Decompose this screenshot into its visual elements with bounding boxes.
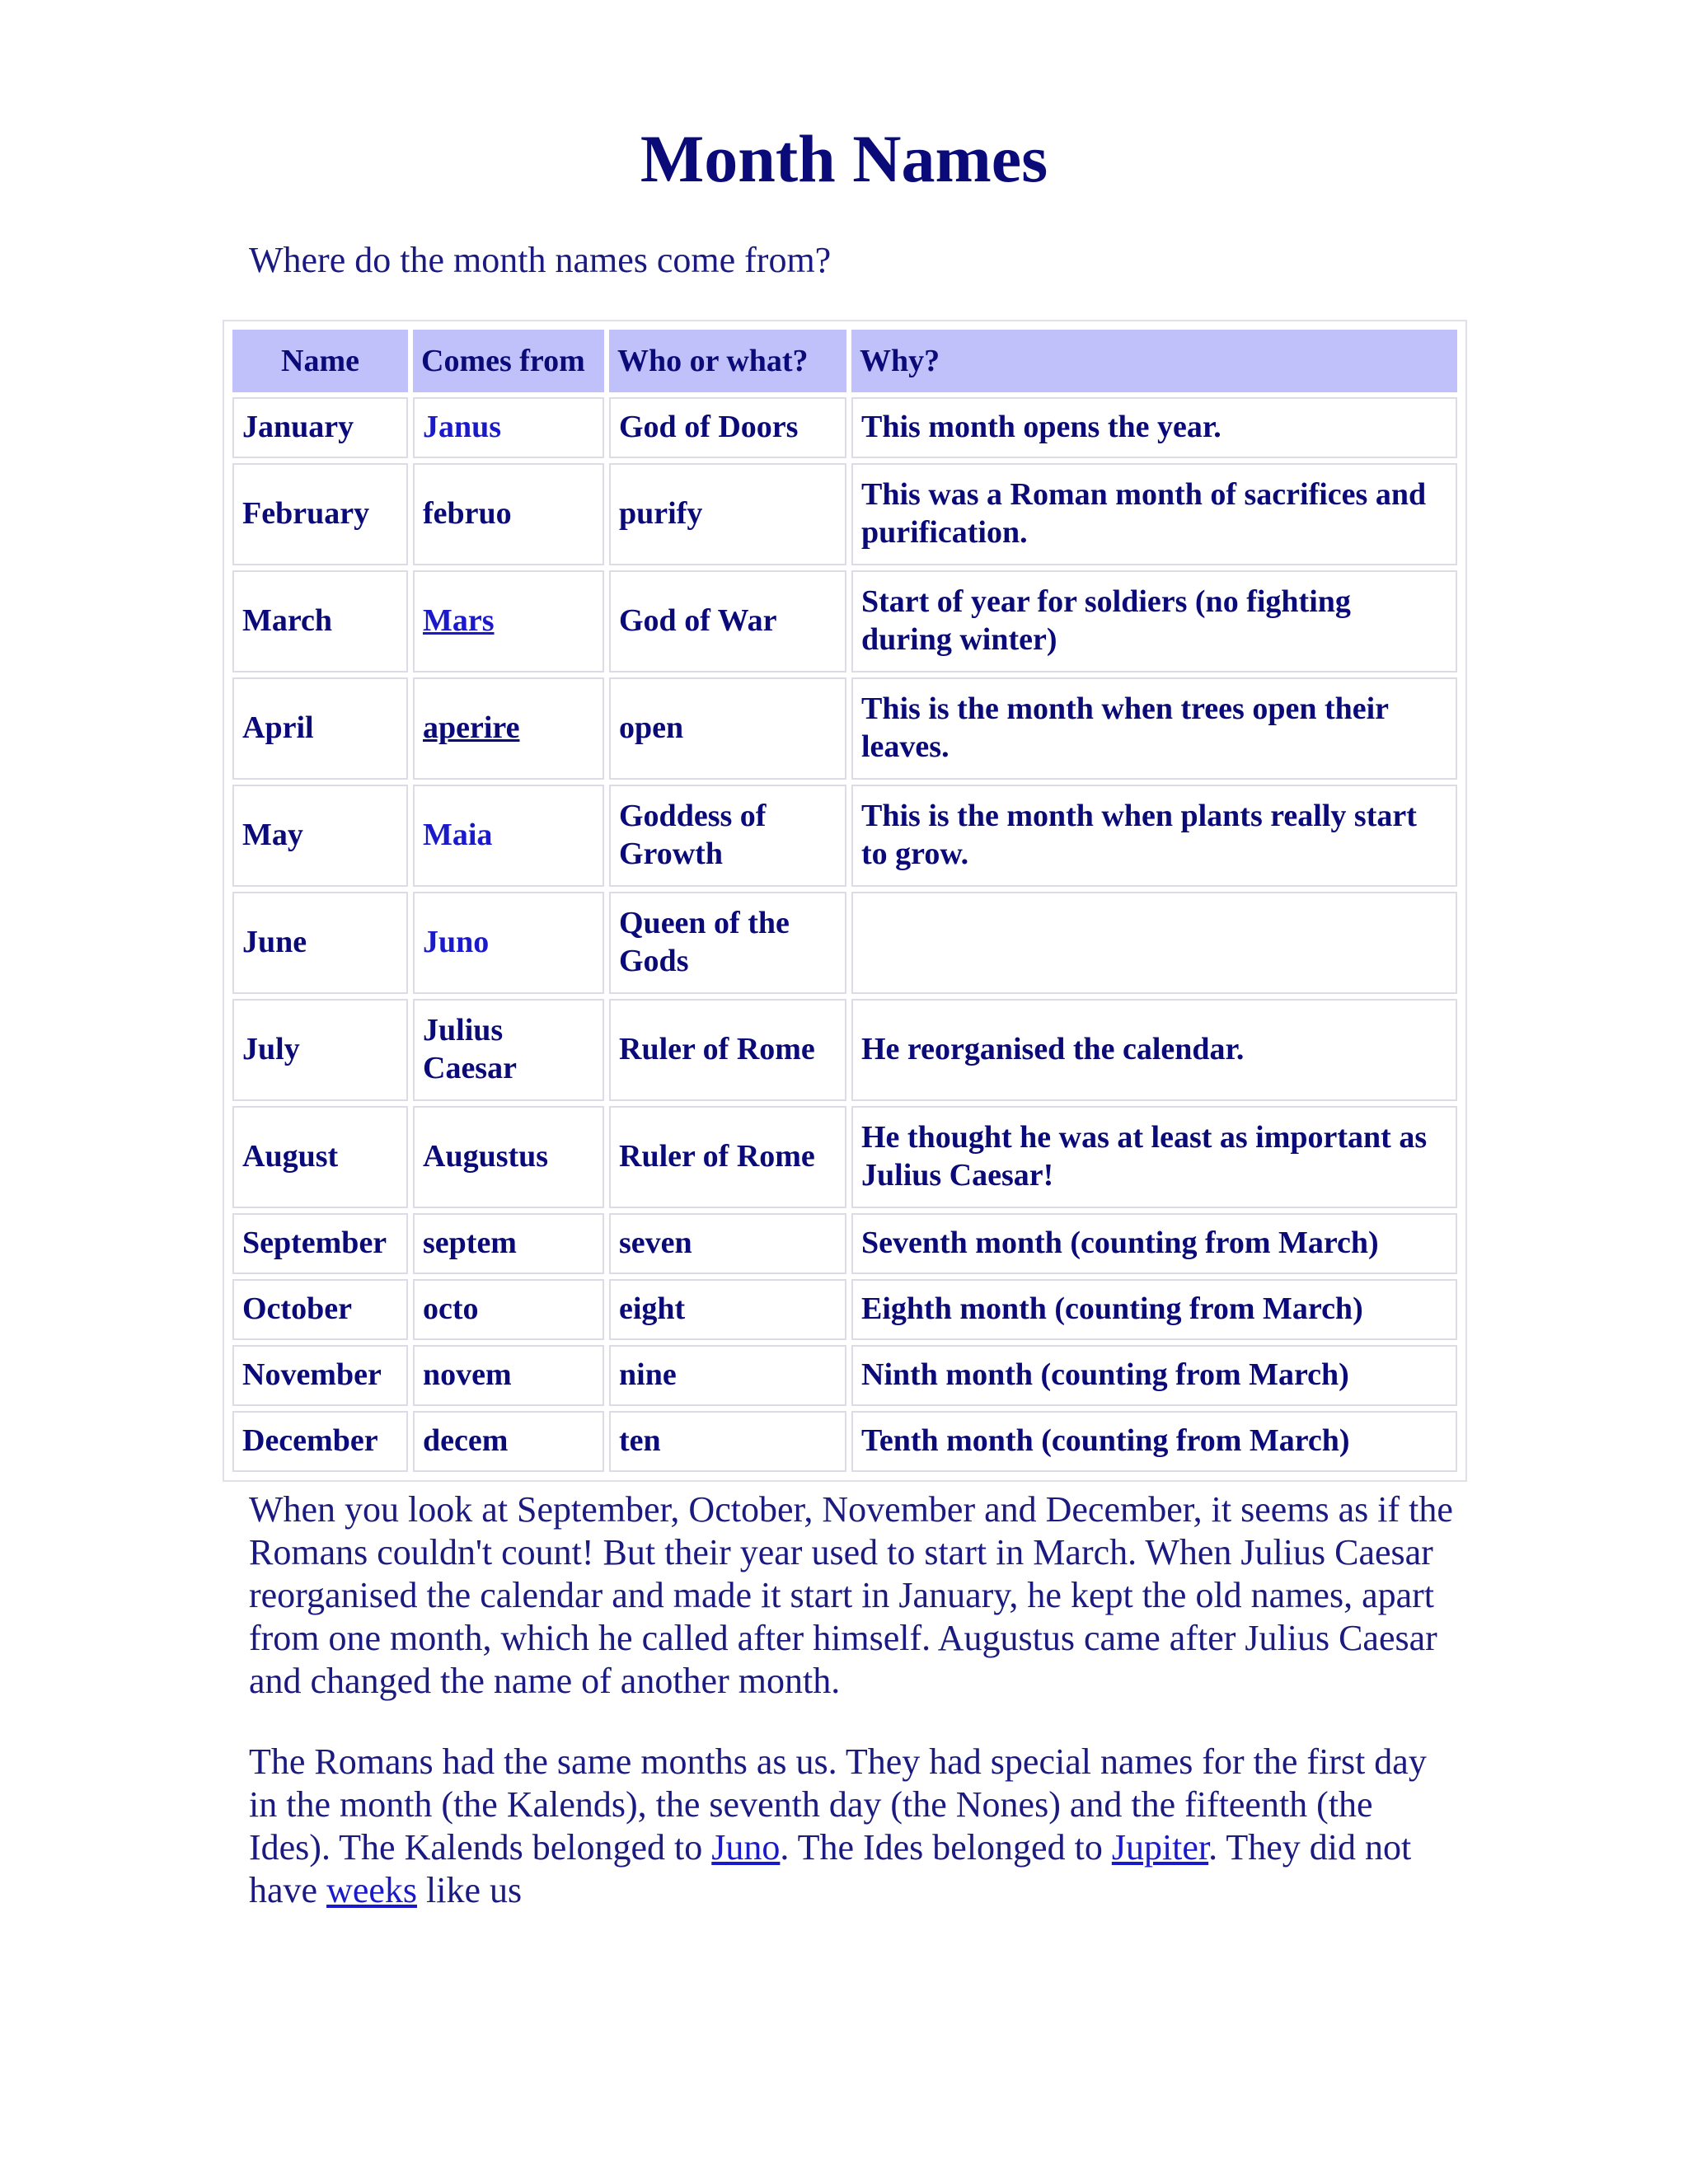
cell-why: Ninth month (counting from March) — [851, 1345, 1457, 1406]
cell-why: Start of year for soldiers (no fighting during winter) — [851, 570, 1457, 673]
explanation-paragraph: When you look at September, October, November and December, it seems as if the Romans couldn't count! But their year used to start in March. When Julius Caesar reorganised the calendar and made it start in January, he kept the old names, apart from one month, which he called after himself. Augustus came after Julius Caesar and changed the name of another month. — [249, 1489, 1453, 1701]
table-row-november — [232, 1345, 1457, 1406]
link-juno[interactable]: Juno — [711, 1827, 781, 1868]
table-row-december — [232, 1411, 1457, 1472]
para2-text-3: . They did not have — [249, 1827, 1412, 1910]
cell-from: Julius Caesar — [413, 999, 604, 1101]
cell-name: December — [232, 1411, 408, 1472]
cell-from: decem — [413, 1411, 604, 1472]
table-row-may — [232, 785, 1457, 887]
cell-who: Ruler of Rome — [609, 999, 846, 1101]
cell-name: April — [232, 677, 408, 780]
cell-name: September — [232, 1213, 408, 1274]
month-names-table-wrapper — [223, 320, 1467, 1482]
cell-why: This was a Roman month of sacrifices and purification. — [851, 463, 1457, 565]
table-row-june — [232, 892, 1457, 994]
cell-why: Seventh month (counting from March) — [851, 1213, 1457, 1274]
para2-text-2: . The Ides belonged to — [780, 1827, 1112, 1868]
cell-from: novem — [413, 1345, 604, 1406]
cell-who: God of Doors — [609, 397, 846, 458]
cell-why: He reorganised the calendar. — [851, 999, 1457, 1101]
header-comes-from: Comes from — [413, 330, 604, 392]
cell-why: This is the month when plants really start to grow. — [851, 785, 1457, 887]
cell-name: February — [232, 463, 408, 565]
cell-who: open — [609, 677, 846, 780]
table-row-january — [232, 397, 1457, 458]
cell-from: februo — [413, 463, 604, 565]
cell-from: septem — [413, 1213, 604, 1274]
cell-name: June — [232, 892, 408, 994]
cell-why: He thought he was at least as important as Julius Caesar! — [851, 1106, 1457, 1208]
table-row-july — [232, 999, 1457, 1101]
table-row-march — [232, 570, 1457, 673]
cell-who: Queen of the Gods — [609, 892, 846, 994]
link-aperire[interactable]: aperire — [423, 710, 520, 746]
table-header-row — [232, 330, 1457, 392]
cell-who: seven — [609, 1213, 846, 1274]
month-names-table — [227, 325, 1462, 1477]
cell-name: October — [232, 1279, 408, 1340]
link-jupiter[interactable]: Jupiter — [1111, 1827, 1209, 1868]
cell-from: Janus — [413, 397, 604, 458]
intro-text: Where do the month names come from? — [249, 240, 832, 280]
cell-who: God of War — [609, 570, 846, 673]
cell-who: ten — [609, 1411, 846, 1472]
cell-name: May — [232, 785, 408, 887]
table-row-october — [232, 1279, 1457, 1340]
cell-from: Juno — [413, 892, 604, 994]
para2-text-4: like us — [417, 1870, 523, 1910]
cell-why — [851, 892, 1457, 994]
cell-why: Eighth month (counting from March) — [851, 1279, 1457, 1340]
cell-who: nine — [609, 1345, 846, 1406]
cell-who: Goddess of Growth — [609, 785, 846, 887]
cell-who: Ruler of Rome — [609, 1106, 846, 1208]
header-why: Why? — [851, 330, 1457, 392]
cell-name: March — [232, 570, 408, 673]
table-row-september — [232, 1213, 1457, 1274]
header-name: Name — [232, 330, 408, 392]
cell-from — [413, 677, 604, 780]
cell-name: November — [232, 1345, 408, 1406]
link-weeks[interactable]: weeks — [326, 1870, 418, 1910]
cell-from: Maia — [413, 785, 604, 887]
cell-from: Augustus — [413, 1106, 604, 1208]
table-row-april — [232, 677, 1457, 780]
header-who-or-what: Who or what? — [609, 330, 846, 392]
page-title: Month Names — [640, 121, 1048, 196]
table-row-february — [232, 463, 1457, 565]
cell-from — [413, 570, 604, 673]
cell-why: This month opens the year. — [851, 397, 1457, 458]
table-row-august — [232, 1106, 1457, 1208]
cell-name: July — [232, 999, 408, 1101]
cell-from: octo — [413, 1279, 604, 1340]
cell-who: purify — [609, 463, 846, 565]
para2-text-1: The Romans had the same months as us. They had special names for the first day in the month (the Kalends), the seventh day (the Nones) and the fifteenth (the Ides). The Kalends belonged to — [249, 1741, 1427, 1868]
roman-days-paragraph — [249, 1741, 1461, 1912]
link-mars[interactable]: Mars — [423, 603, 495, 639]
cell-name: August — [232, 1106, 408, 1208]
cell-name: January — [232, 397, 408, 458]
cell-why: This is the month when trees open their leaves. — [851, 677, 1457, 780]
cell-why: Tenth month (counting from March) — [851, 1411, 1457, 1472]
cell-who: eight — [609, 1279, 846, 1340]
